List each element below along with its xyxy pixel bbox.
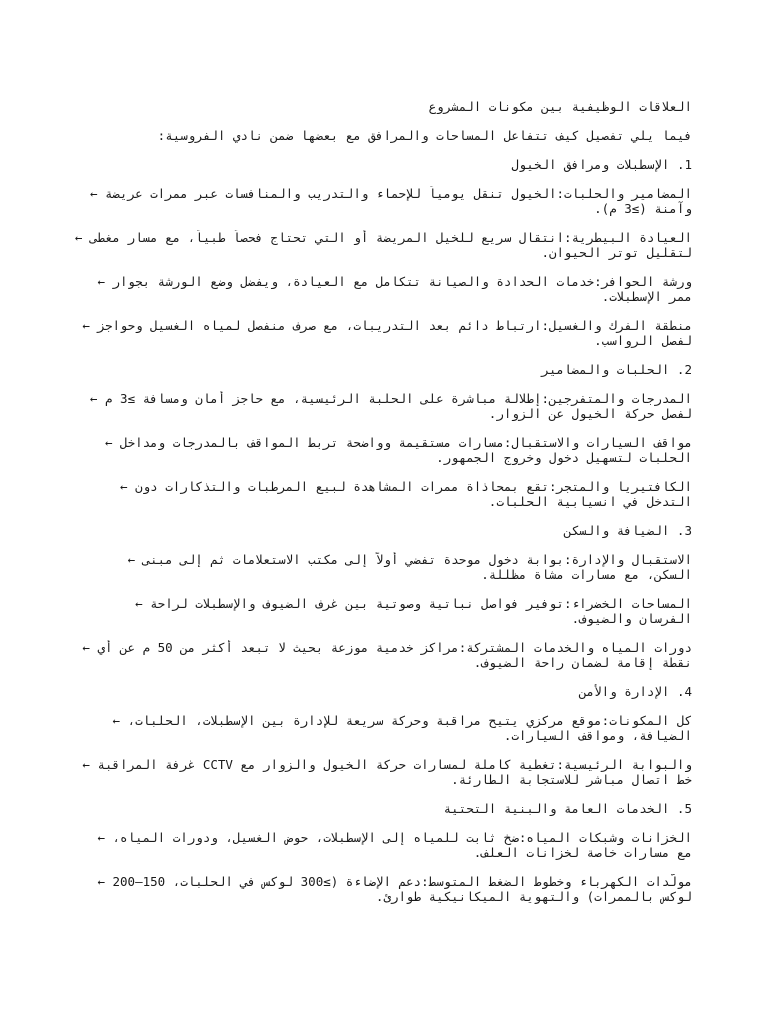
item-line-continued: وآمنة (≥3 م). (594, 201, 692, 216)
item-line-continued: لتقليل توتر الحيوان. (541, 245, 692, 260)
item-line: الاستقبال والإدارة:بوابة دخول موحدة تفضي أولاً إلى مكتب الاستعلامات ثم إلى مبنى ← (127, 552, 692, 567)
item-line: الخزانات وشبكات المياه:ضخ ثابت للمياه إلى الإسطبلات، حوض الغسيل، ودورات المياه، ← (97, 830, 692, 845)
list-item (70, 640, 692, 670)
item-line: دورات المياه والخدمات المشتركة:مراكز خدمية موزعة بحيث لا تبعد أكثر من 50 م عن أي ← (82, 640, 692, 655)
item-line: العيادة البيطرية:انتقال سريع للخيل المريضة أو التي تحتاج فحصاً طبياً، مع مسار مغطى ← (74, 230, 692, 245)
item-line-continued: الفرسان والضيوف. (571, 611, 692, 626)
item-line: المدرجات والمتفرجين:إطلالة مباشرة على الحلبة الرئيسية، مع حاجز أمان ومسافة ≥3 م ← (89, 391, 692, 406)
section-heading: 3. الضيافة والسكن (564, 523, 692, 538)
item-line-continued: لوكس بالممرات) والتهوية الميكانيكية طوارئ. (375, 889, 692, 904)
list-item (70, 830, 692, 860)
list-item (70, 713, 692, 743)
item-line-continued: نقطة إقامة لضمان راحة الضيوف. (473, 655, 692, 670)
list-item (70, 479, 692, 509)
list-item (70, 552, 692, 582)
list-item (70, 186, 692, 216)
item-line: مولّدات الكهرباء وخطوط الضغط المتوسط:دعم الإضاءة (≥300 لوكس في الحلبات، 150–200 ← (97, 874, 692, 889)
item-line: والبوابة الرئيسية:تغطية كاملة لمسارات حركة الخيول والزوار مع CCTV غرفة المراقبة ← (82, 757, 692, 772)
list-item (70, 435, 692, 465)
list-item (70, 596, 692, 626)
section-heading: 2. الحلبات والمضامير (541, 362, 692, 377)
item-line: ورشة الحوافر:خدمات الحدادة والصيانة تتكامل مع العيادة، ويفضل وضع الورشة بجوار ← (97, 274, 692, 289)
item-line-continued: ممر الإسطبلات. (601, 289, 692, 304)
section-heading: 5. الخدمات العامة والبنية التحتية (443, 801, 692, 816)
item-line-continued: لفصل الرواسب. (594, 333, 692, 348)
item-line-continued: السكن، مع مسارات مشاة مظللة. (481, 567, 692, 582)
item-line-continued: خط اتصال مباشر للاستجابة الطارئة. (451, 772, 692, 787)
document-body (70, 99, 692, 904)
item-line: مواقف السيارات والاستقبال:مسارات مستقيمة وواضحة تربط المواقف بالمدرجات ومداخل ← (105, 435, 692, 450)
document-title: العلاقات الوظيفية بين مكونات المشروع (428, 99, 692, 114)
item-line-continued: الضيافة، ومواقف السيارات. (503, 728, 692, 743)
list-item (70, 391, 692, 421)
item-line: كل المكونات:موقع مركزي يتيح مراقبة وحركة سريعة للإدارة بين الإسطبلات، الحلبات، ← (112, 713, 692, 728)
list-item (70, 757, 692, 787)
list-item (70, 230, 692, 260)
item-line-continued: الحلبات لتسهيل دخول وخروج الجمهور. (436, 450, 692, 465)
item-line: المضامير والحلبات:الخيول تنقل يومياً للإحماء والتدريب والمنافسات عبر ممرات عريضة ← (89, 186, 692, 201)
item-line-continued: التدخل في انسيابية الحلبات. (488, 494, 692, 509)
section-heading: 1. الإسطبلات ومرافق الخيول (511, 157, 692, 172)
section-heading: 4. الإدارة والأمن (579, 684, 692, 699)
list-item (70, 274, 692, 304)
item-line: الكافتيريا والمتجر:تقع بمحاذاة ممرات المشاهدة لبيع المرطبات والتذكارات دون ← (120, 479, 692, 494)
item-line: المساحات الخضراء:توفير فواصل نباتية وصوتية بين غرف الضيوف والإسطبلات لراحة ← (135, 596, 692, 611)
item-line-continued: مع مسارات خاصة لخزانات العلف. (473, 845, 692, 860)
list-item (70, 318, 692, 348)
item-line-continued: لفصل حركة الخيول عن الزوار. (488, 406, 692, 421)
document-intro: فيما يلي تفصيل كيف تتفاعل المساحات والمرافق مع بعضها ضمن نادي الفروسية: (157, 128, 692, 143)
list-item (70, 874, 692, 904)
item-line: منطقة الفرك والغسيل:ارتباط دائم بعد التدريبات، مع صرف منفصل لمياه الغسيل وحواجز ← (82, 318, 692, 333)
